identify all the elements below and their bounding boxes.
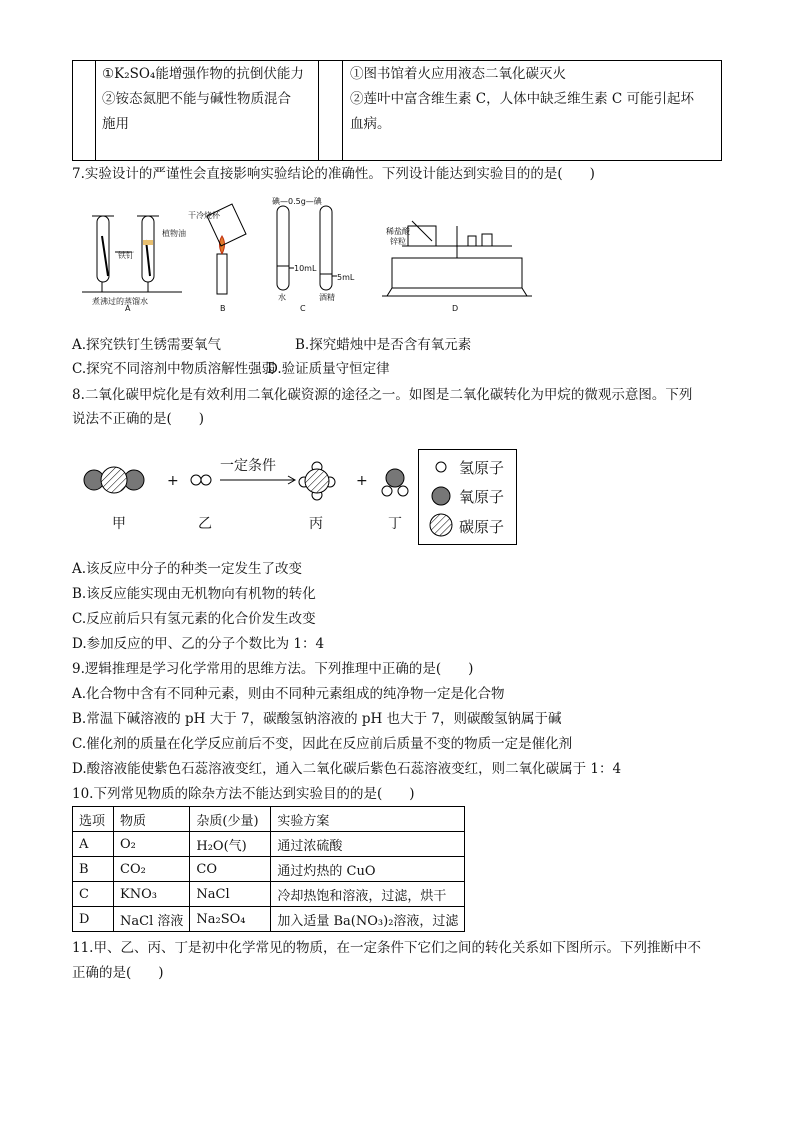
table-cell: 加入适量 Ba(NO₃)₂溶液，过滤	[271, 907, 465, 932]
q7-experiment-figure	[72, 196, 532, 320]
fig-nail-label: 铁钉	[118, 251, 134, 260]
table-left-line-1: ①K₂SO₄能增强作物的抗倒伏能力	[102, 66, 304, 82]
q9-option-b: B.常温下碱溶液的 pH 大于 7，碳酸氢钠溶液的 pH 也大于 7，则碳酸氢钠属于碱	[72, 711, 562, 727]
table-cell: H₂O(气)	[190, 832, 271, 857]
q11-stem-line-1: 11.甲、乙、丙、丁是初中化学常见的物质，在一定条件下它们之间的转化关系如下图所示。下列推断中不	[72, 940, 701, 956]
legend-oxygen-icon	[432, 487, 450, 505]
table-header: 杂质(少量)	[190, 807, 271, 832]
legend-hydrogen: 氢原子	[459, 459, 505, 477]
table-cell: 冷却热饱和溶液，过滤，烘干	[271, 882, 465, 907]
q7-stem: 7.实验设计的严谨性会直接影响实验结论的准确性。下列设计能达到实验目的的是( )	[72, 166, 595, 182]
q9-option-a: A.化合物中含有不同种元素，则由不同种元素组成的纯净物一定是化合物	[72, 686, 505, 702]
label-jia: 甲	[112, 516, 126, 532]
table-row	[73, 907, 465, 932]
table-row	[73, 882, 465, 907]
table-right-line-3: 血病。	[350, 116, 391, 132]
legend-oxygen: 氧原子	[459, 488, 505, 506]
q8-stem-line-1: 8.二氧化碳甲烷化是有效利用二氧化碳资源的途径之一。如图是二氧化碳转化为甲烷的微观示意图。下列	[72, 387, 693, 403]
q9-stem: 9.逻辑推理是学习化学常用的思维方法。下列推理中正确的是( )	[72, 661, 474, 677]
q8-option-b: B.该反应能实现由无机物向有机物的转化	[72, 586, 316, 602]
q8-stem-line-2: 说法不正确的是( )	[72, 411, 205, 427]
fig-acid-label: 稀盐酸	[386, 227, 410, 236]
table-cell: NaCl	[190, 882, 271, 907]
table-cell: CO	[190, 857, 271, 882]
table-cell: CO₂	[114, 857, 190, 882]
table-right-line-1: ①图书馆着火应用液态二氧化碳灭火	[350, 66, 566, 82]
fig-c-10ml: 10mL	[294, 264, 317, 273]
q8-option-d: D.参加反应的甲、乙的分子个数比为 1：4	[72, 636, 325, 652]
q7-option-a: A.探究铁钉生锈需要氧气	[72, 337, 222, 353]
fig-label-c: C	[300, 304, 306, 313]
table-row	[73, 857, 465, 882]
fig-label-d: D	[452, 304, 459, 313]
q10-stem: 10.下列常见物质的除杂方法不能达到实验目的的是( )	[72, 786, 415, 802]
table-row	[73, 832, 465, 857]
table-cell: A	[73, 832, 114, 857]
fig-c-water: 水	[278, 293, 286, 302]
fig-c-5ml: 5mL	[337, 273, 355, 282]
fig-c-alcohol: 酒精	[319, 293, 335, 302]
label-ding: 丁	[388, 516, 402, 532]
fig-label-a: A	[125, 304, 131, 313]
q11-stem-line-2: 正确的是( )	[72, 965, 164, 981]
table-cell: O₂	[114, 832, 190, 857]
reaction-diagram	[72, 440, 418, 540]
q8-option-c: C.反应前后只有氢元素的化合价发生改变	[72, 611, 316, 627]
candle	[217, 254, 227, 294]
fig-label-b: B	[220, 304, 226, 313]
legend-hydrogen-icon	[436, 462, 446, 472]
carbon-atom	[101, 467, 127, 493]
table-left-line-3: 施用	[102, 116, 129, 132]
q9-option-d: D.酸溶液能使紫色石蕊溶液变红，通入二氧化碳后紫色石蕊溶液变红，则二氧化碳属于 1：4	[72, 761, 622, 777]
q7-option-b: B.探究蜡烛中是否含有氧元素	[295, 337, 472, 353]
table-cell: B	[73, 857, 114, 882]
hydrogen-atom	[201, 475, 211, 485]
fig-oil-label: 植物油	[162, 229, 186, 238]
plus-sign-1: +	[167, 473, 179, 489]
table-cell: C	[73, 882, 114, 907]
label-bing: 丙	[309, 516, 323, 532]
table-header: 选项	[73, 807, 114, 832]
q10-table	[72, 806, 465, 932]
table-cell: 通过浓硫酸	[271, 832, 465, 857]
table-cell: D	[73, 907, 114, 932]
plus-sign-2: +	[356, 473, 368, 489]
q9-option-c: C.催化剂的质量在化学反应前后不变，因此在反应前后质量不变的物质一定是催化剂	[72, 736, 573, 752]
q8-option-a: A.该反应中分子的种类一定发生了改变	[72, 561, 303, 577]
fig-zinc-label: 锌粒	[390, 237, 406, 246]
atom-legend	[418, 449, 517, 545]
legend-carbon: 碳原子	[459, 518, 505, 536]
q7-option-c: C.探究不同溶剂中物质溶解性强弱	[72, 361, 276, 377]
hydrogen-atom	[191, 475, 201, 485]
table-header-row	[73, 807, 465, 832]
fig-c-top-label: 碘—0.5g—碘	[272, 197, 322, 206]
fig-water-label: 煮沸过的蒸馏水	[92, 297, 148, 306]
table-right-line-2: ②莲叶中富含维生素 C，人体中缺乏维生素 C 可能引起坏	[350, 91, 695, 107]
table-left-line-2: ②铵态氮肥不能与碱性物质混合	[102, 91, 291, 107]
fig-beaker-label: 干冷烧杯	[188, 211, 220, 220]
legend-carbon-icon	[430, 514, 452, 536]
table-header: 实验方案	[271, 807, 465, 832]
label-yi: 乙	[198, 516, 212, 532]
table-cell: Na₂SO₄	[190, 907, 271, 932]
table-cell: KNO₃	[114, 882, 190, 907]
reaction-condition: 一定条件	[220, 458, 276, 474]
table-header: 物质	[114, 807, 190, 832]
q7-option-d: D.验证质量守恒定律	[267, 361, 390, 377]
table-cell: 通过灼热的 CuO	[271, 857, 465, 882]
table-cell: NaCl 溶液	[114, 907, 190, 932]
